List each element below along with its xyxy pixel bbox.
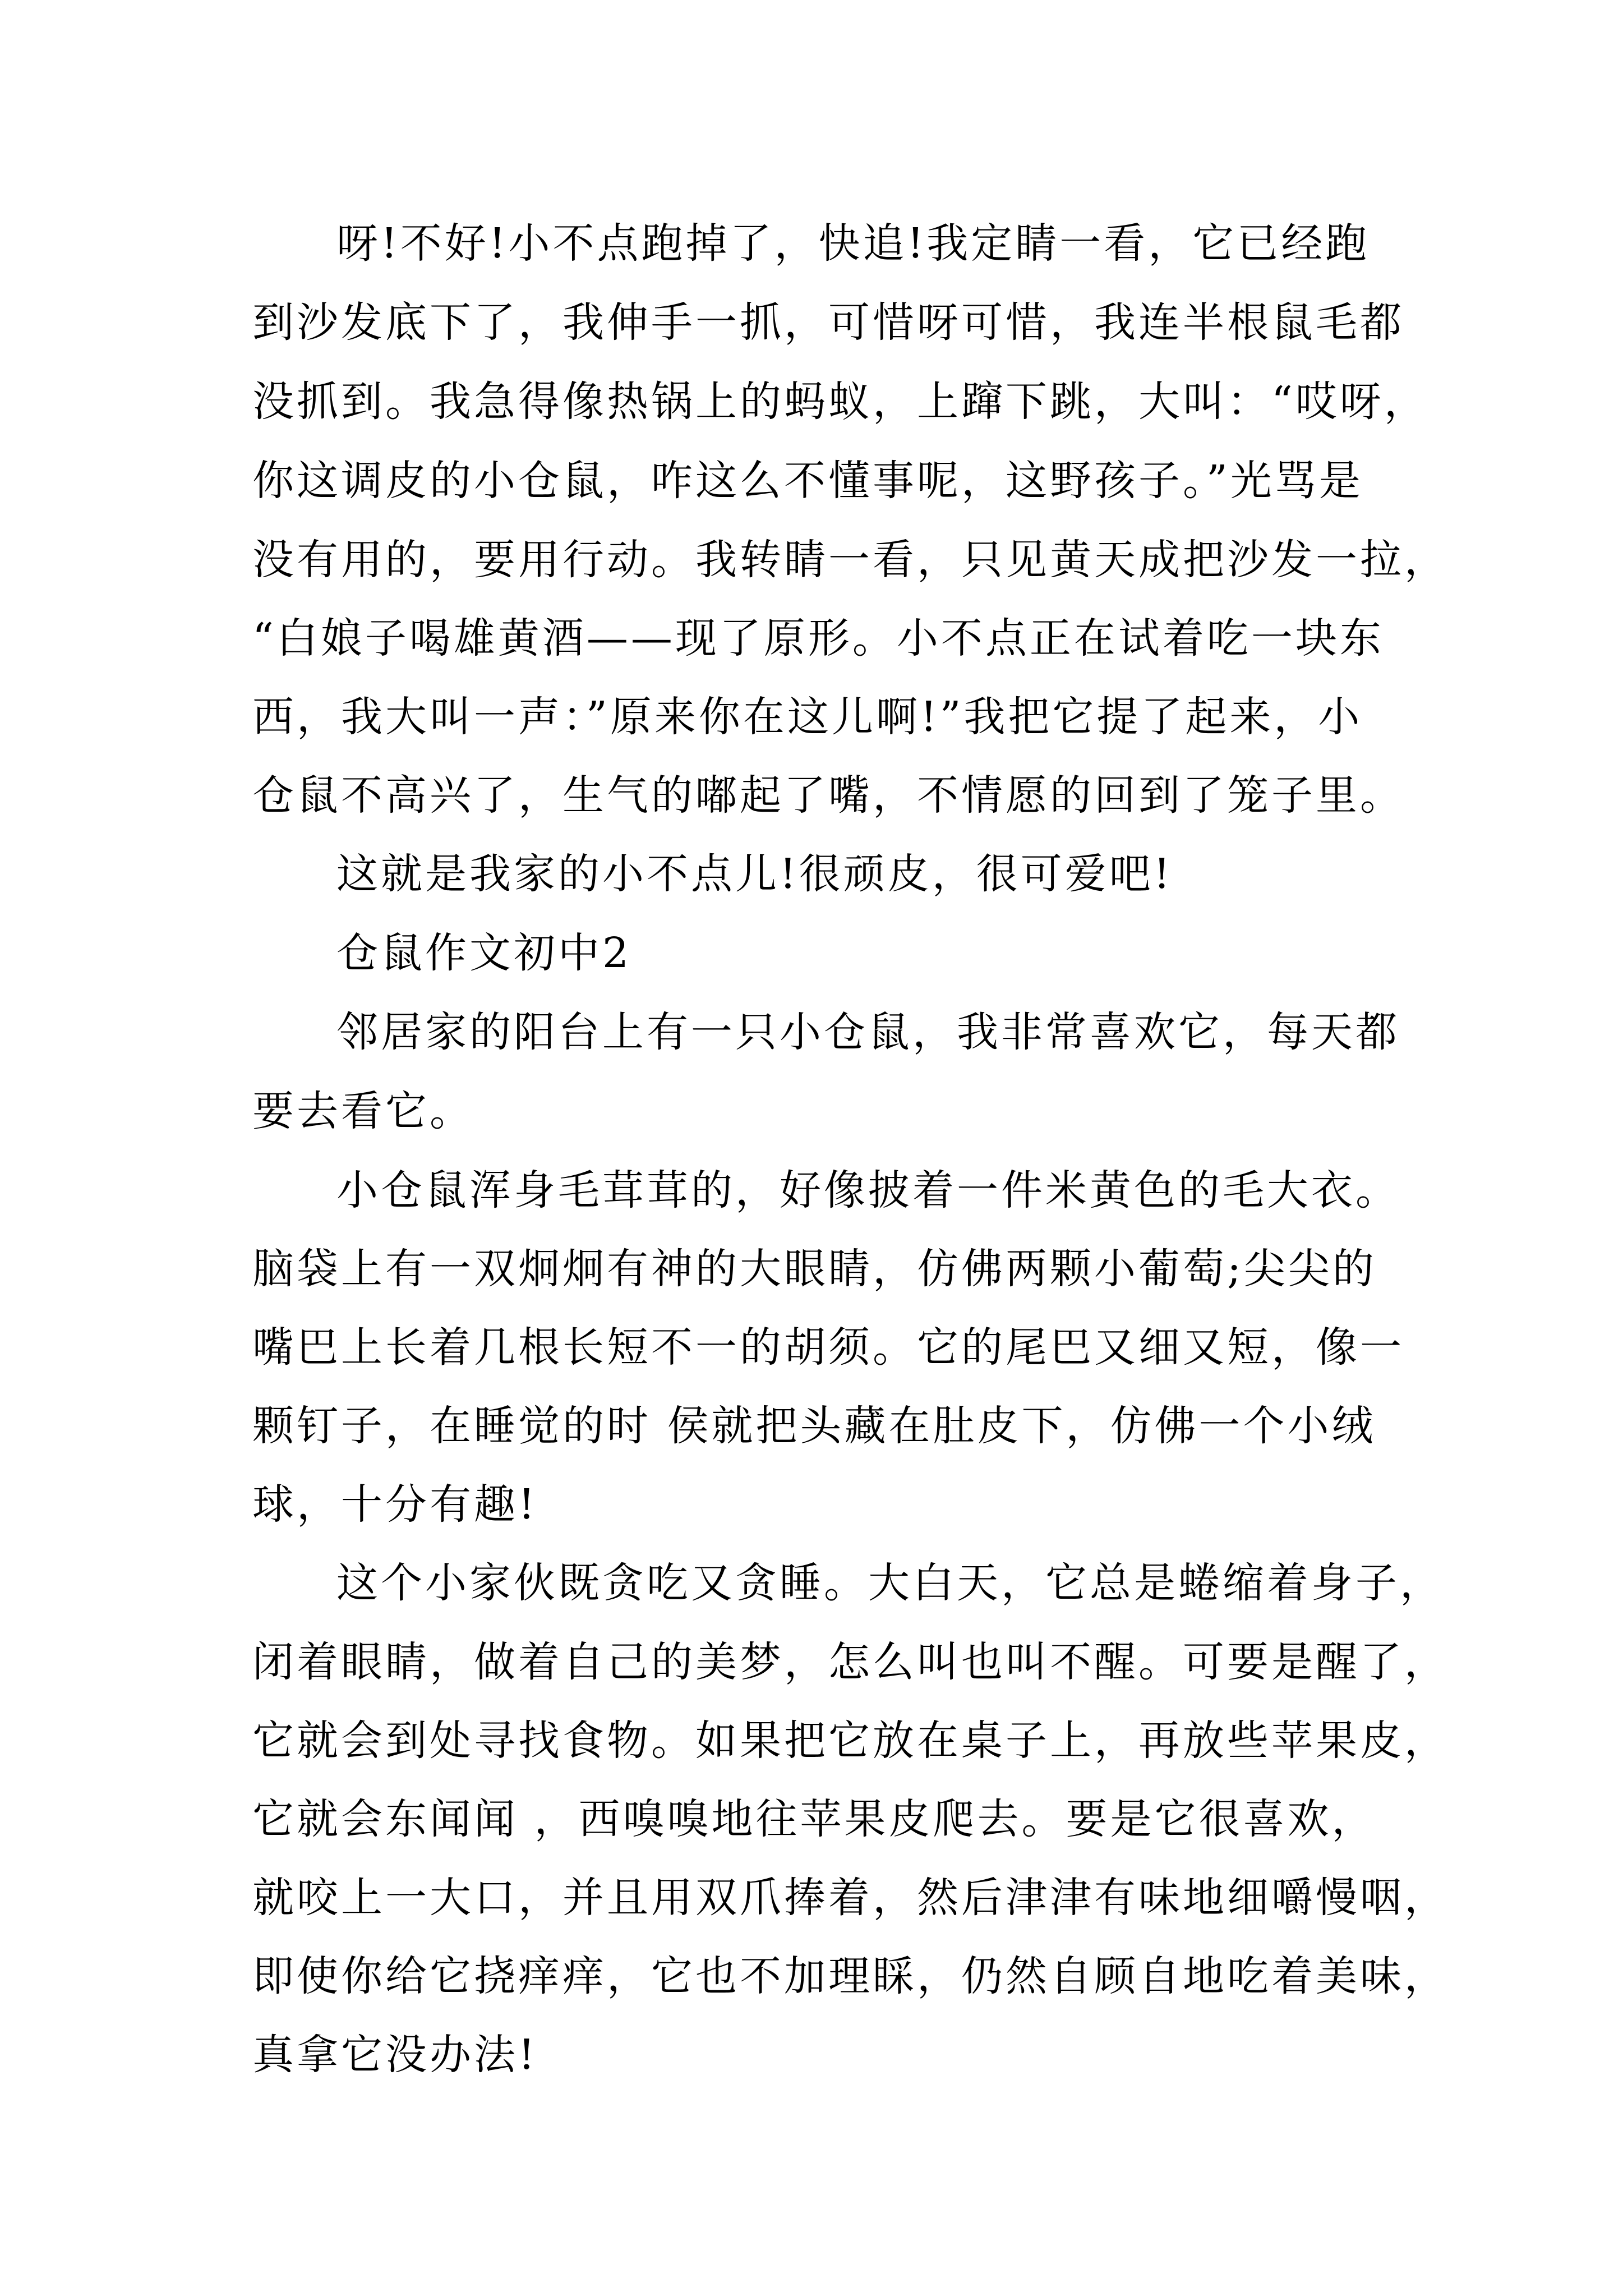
text-line: 这就是我家的小不点儿!很顽皮，很可爱吧! <box>336 850 1173 898</box>
text-line: 颗钉子，在睡觉的时 侯就把头藏在肚皮下，仿佛一个小绒 <box>252 1402 1376 1450</box>
text-line: 即使你给它挠痒痒，它也不加理睬，仍然自顾自地吃着美味， <box>252 1952 1449 2000</box>
text-line: 你这调皮的小仓鼠，咋这么不懂事呢，这野孩子。”光骂是 <box>252 457 1363 505</box>
text-line: 它就会东闻闻 ，西嗅嗅地往苹果皮爬去。要是它很喜欢， <box>252 1795 1376 1843</box>
text-line: 呀!不好!小不点跑掉了，快追!我定睛一看，它已经跑 <box>336 219 1370 268</box>
text-line: “白娘子喝雄黄酒——现了原形。小不点正在试着吃一块东 <box>252 614 1384 662</box>
text-line: 要去看它。 <box>252 1087 474 1135</box>
text-line: 闭着眼睛，做着自己的美梦，怎么叫也叫不醒。可要是醒了， <box>252 1638 1449 1686</box>
text-line: 邻居家的阳台上有一只小仓鼠，我非常喜欢它，每天都 <box>336 1008 1400 1056</box>
text-line: 没抓到。我急得像热锅上的蚂蚁，上蹿下跳，大叫：“哎呀， <box>252 378 1428 426</box>
text-line: 真拿它没办法! <box>252 2031 538 2079</box>
text-line: 到沙发底下了，我伸手一抓，可惜呀可惜，我连半根鼠毛都 <box>252 298 1404 347</box>
text-line: 这个小家伙既贪吃又贪睡。大白天，它总是蜷缩着身子， <box>336 1559 1444 1607</box>
text-line: 它就会到处寻找食物。如果把它放在桌子上，再放些苹果皮， <box>252 1717 1449 1765</box>
text-line: 西，我大叫一声：”原来你在这儿啊!”我把它提了起来，小 <box>252 693 1363 741</box>
text-line: 没有用的，要用行动。我转睛一看，只见黄天成把沙发一拉， <box>252 536 1449 584</box>
section-heading: 仓鼠作文初中2 <box>336 929 632 977</box>
text-line: 脑袋上有一双炯炯有神的大眼睛，仿佛两颗小葡萄;尖尖的 <box>252 1245 1377 1293</box>
text-line: 嘴巴上长着几根长短不一的胡须。它的尾巴又细又短，像一 <box>252 1323 1404 1372</box>
text-line: 仓鼠不高兴了，生气的嘟起了嘴，不情愿的回到了笼子里。 <box>252 771 1404 820</box>
text-line: 就咬上一大口，并且用双爪捧着，然后津津有味地细嚼慢咽， <box>252 1874 1449 1922</box>
text-line: 小仓鼠浑身毛茸茸的，好像披着一件米黄色的毛大衣。 <box>336 1166 1400 1214</box>
text-line: 球，十分有趣! <box>252 1480 538 1529</box>
